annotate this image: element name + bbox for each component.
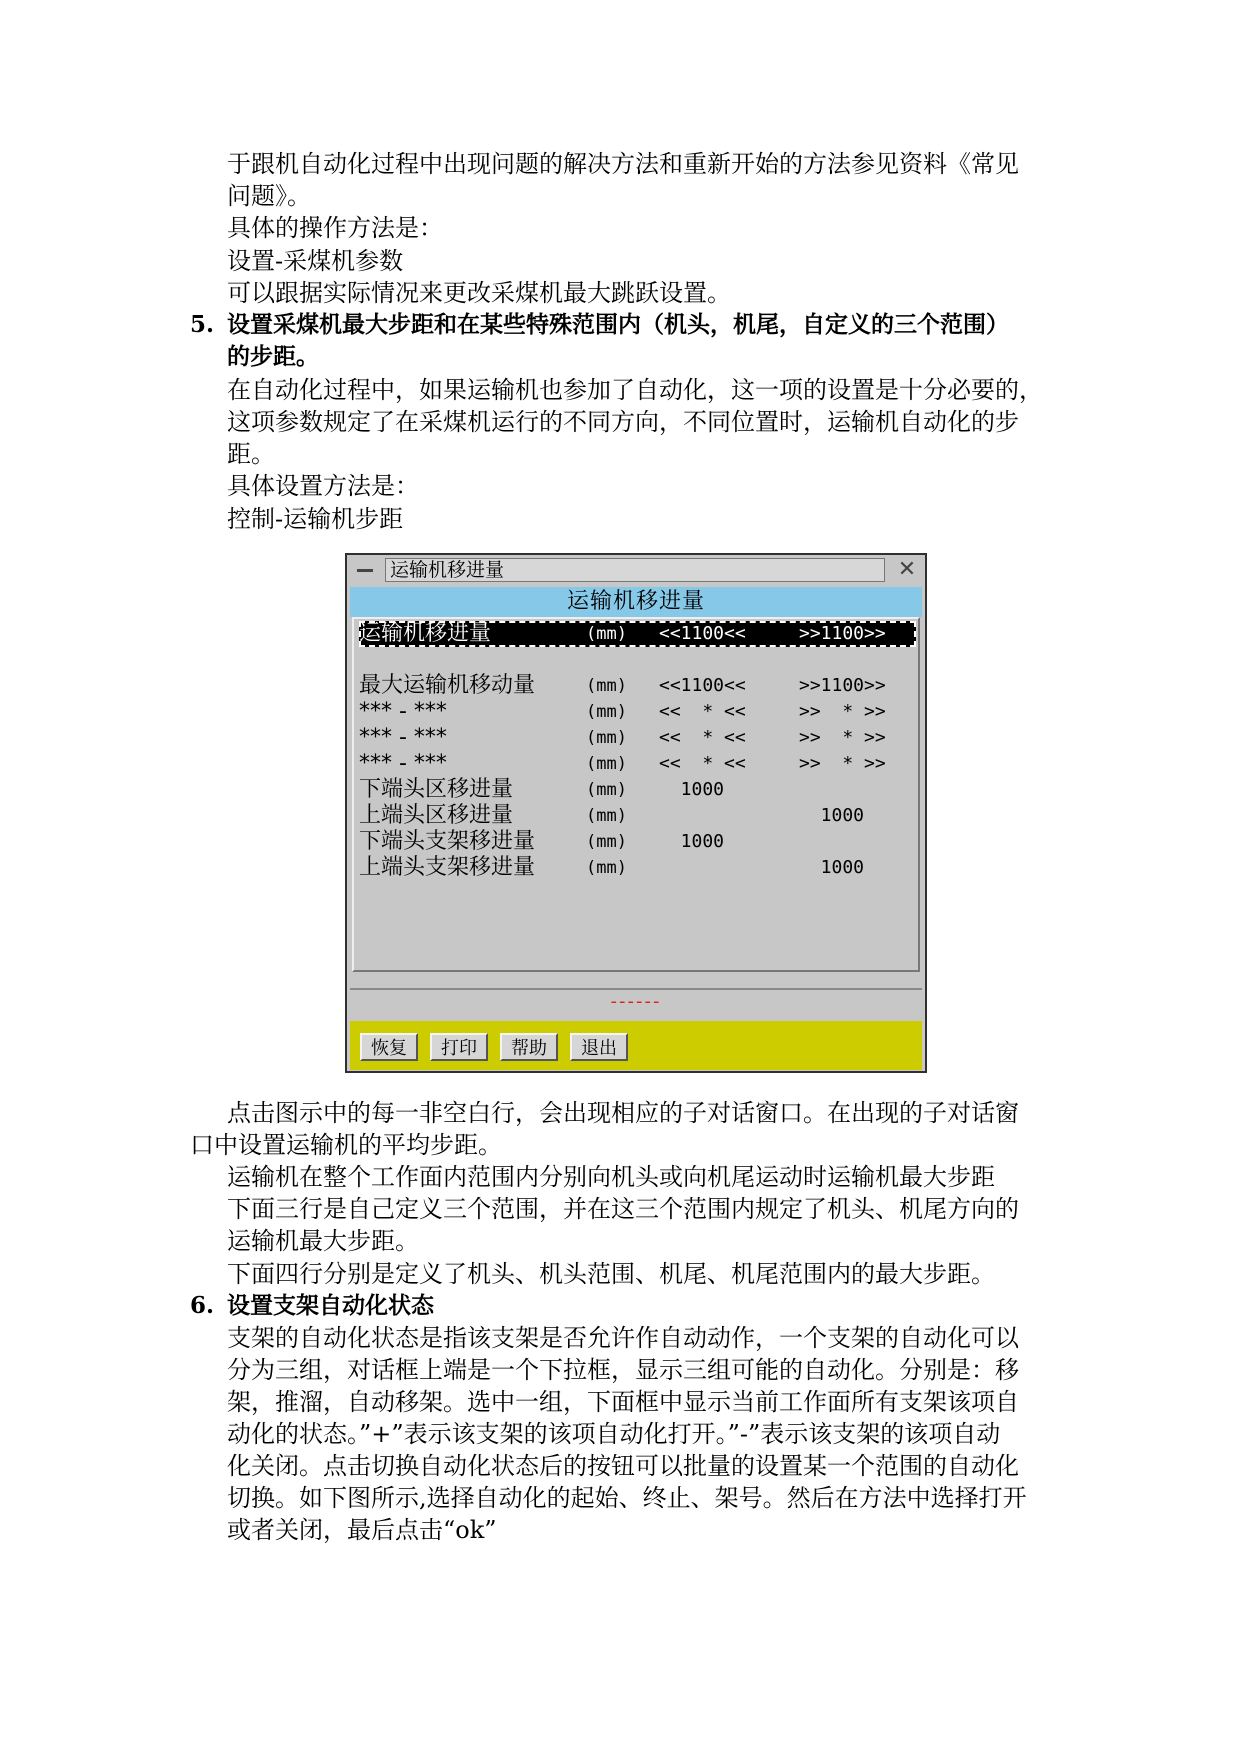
text-line: 支架的自动化状态是指该支架是否允许作自动动作，一个支架的自动化可以 xyxy=(227,1324,1019,1352)
text-line: 点击图示中的每一非空白行，会出现相应的子对话窗口。在出现的子对话窗 xyxy=(227,1099,1019,1127)
row-value-head: << * << xyxy=(659,701,746,722)
row-value-tail: 1000 xyxy=(799,857,865,878)
text-line: 控制-运输机步距 xyxy=(227,505,404,533)
text-line: 动化的状态。”+”表示该支架的该项自动化打开。”-”表示该支架的该项自动 xyxy=(227,1420,1001,1448)
print-button[interactable]: 打印 xyxy=(430,1033,488,1061)
parameter-list xyxy=(352,617,920,972)
text-line: 化关闭。点击切换自动化状态后的按钮可以批量的设置某一个范围的自动化 xyxy=(227,1452,1019,1480)
text-line: 具体设置方法是： xyxy=(227,472,419,500)
text-line: 设置-采煤机参数 xyxy=(227,247,404,275)
button-bar xyxy=(350,1021,922,1070)
row-label: *** - *** xyxy=(359,699,447,724)
close-icon[interactable]: ✕ xyxy=(897,557,917,582)
text-line: 可以跟据实际情况来更改采煤机最大跳跃设置。 xyxy=(227,279,731,307)
row-value-head: 1000 xyxy=(659,831,725,852)
conveyor-advance-dialog xyxy=(345,553,927,1073)
list-row-lower-end-zone[interactable] xyxy=(359,777,916,803)
text-line: 或者关闭，最后点击“ok” xyxy=(227,1516,497,1544)
row-label: *** - *** xyxy=(359,751,447,776)
text-line: 口中设置运输机的平均步距。 xyxy=(190,1131,502,1159)
restore-button[interactable]: 恢复 xyxy=(360,1033,418,1061)
row-unit: (mm) xyxy=(586,806,627,826)
row-value-tail: >> * >> xyxy=(799,701,886,722)
row-label: 下端头支架移进量 xyxy=(359,829,536,854)
row-unit: (mm) xyxy=(586,676,627,696)
section-number: 5. xyxy=(190,311,215,338)
exit-button[interactable]: 退出 xyxy=(570,1033,628,1061)
list-row-custom-range-3[interactable] xyxy=(359,751,916,777)
row-value-head: << * << xyxy=(659,753,746,774)
dialog-titlebar xyxy=(347,555,925,585)
text-line: 于跟机自动化过程中出现问题的解决方法和重新开始的方法参见资料《常见 xyxy=(227,150,1019,178)
list-row-custom-range-2[interactable] xyxy=(359,725,916,751)
status-bar: ------ xyxy=(350,988,922,1018)
row-unit: (mm) xyxy=(586,624,627,644)
help-button[interactable]: 帮助 xyxy=(500,1033,558,1061)
list-row-max-move[interactable] xyxy=(359,673,916,699)
row-label: 运输机移进量 xyxy=(359,621,492,646)
row-value-tail: 1000 xyxy=(799,805,865,826)
row-value-tail: >> * >> xyxy=(799,753,886,774)
section-heading: 的步距。 xyxy=(227,344,319,370)
system-menu-icon[interactable] xyxy=(357,569,373,572)
row-label: 下端头区移进量 xyxy=(359,777,514,802)
section-number: 6. xyxy=(190,1292,215,1319)
text-line: 下面三行是自己定义三个范围，并在这三个范围内规定了机头、机尾方向的 xyxy=(227,1195,1019,1223)
text-line: 距。 xyxy=(227,440,275,468)
text-line: 运输机在整个工作面内范围内分别向机头或向机尾运动时运输机最大步距 xyxy=(227,1163,995,1191)
list-row-upper-end-support[interactable] xyxy=(359,855,916,881)
row-label: 上端头区移进量 xyxy=(359,803,514,828)
row-unit: (mm) xyxy=(586,728,627,748)
dialog-title: 运输机移进量 xyxy=(385,558,885,582)
row-value-head: <<1100<< xyxy=(659,675,746,696)
row-label: 最大运输机移动量 xyxy=(359,673,536,698)
row-unit: (mm) xyxy=(586,858,627,878)
row-value-tail: >> * >> xyxy=(799,727,886,748)
text-line: 具体的操作方法是： xyxy=(227,214,443,242)
row-value-head: << * << xyxy=(659,727,746,748)
row-value-tail: >>1100>> xyxy=(799,623,886,644)
section-heading: 设置采煤机最大步距和在某些特殊范围内（机头，机尾，自定义的三个范围） xyxy=(227,312,1009,338)
text-line: 架，推溜，自动移架。选中一组，下面框中显示当前工作面所有支架该项自 xyxy=(227,1388,1019,1416)
text-line: 下面四行分别是定义了机头、机头范围、机尾、机尾范围内的最大步距。 xyxy=(227,1260,995,1288)
list-row-lower-end-support[interactable] xyxy=(359,829,916,855)
row-unit: (mm) xyxy=(586,780,627,800)
row-unit: (mm) xyxy=(586,702,627,722)
list-row-custom-range-1[interactable] xyxy=(359,699,916,725)
list-row-conveyor-advance[interactable] xyxy=(359,621,916,647)
section-heading: 设置支架自动化状态 xyxy=(227,1293,434,1319)
row-label: 上端头支架移进量 xyxy=(359,855,536,880)
row-unit: (mm) xyxy=(586,832,627,852)
dialog-banner: 运输机移进量 xyxy=(350,587,922,617)
text-line: 在自动化过程中，如果运输机也参加了自动化，这一项的设置是十分必要的， xyxy=(227,376,1043,404)
row-value-tail: >>1100>> xyxy=(799,675,886,696)
row-value-head: <<1100<< xyxy=(659,623,746,644)
row-value-head: 1000 xyxy=(659,779,725,800)
row-unit: (mm) xyxy=(586,754,627,774)
text-line: 问题》。 xyxy=(227,182,311,210)
list-row-upper-end-zone[interactable] xyxy=(359,803,916,829)
text-line: 切换。如下图所示,选择自动化的起始、终止、架号。然后在方法中选择打开 xyxy=(227,1484,1027,1512)
text-line: 这项参数规定了在采煤机运行的不同方向，不同位置时，运输机自动化的步 xyxy=(227,408,1019,436)
row-label: *** - *** xyxy=(359,725,447,750)
text-line: 运输机最大步距。 xyxy=(227,1227,419,1255)
text-line: 分为三组，对话框上端是一个下拉框，显示三组可能的自动化。分别是：移 xyxy=(227,1356,1019,1384)
